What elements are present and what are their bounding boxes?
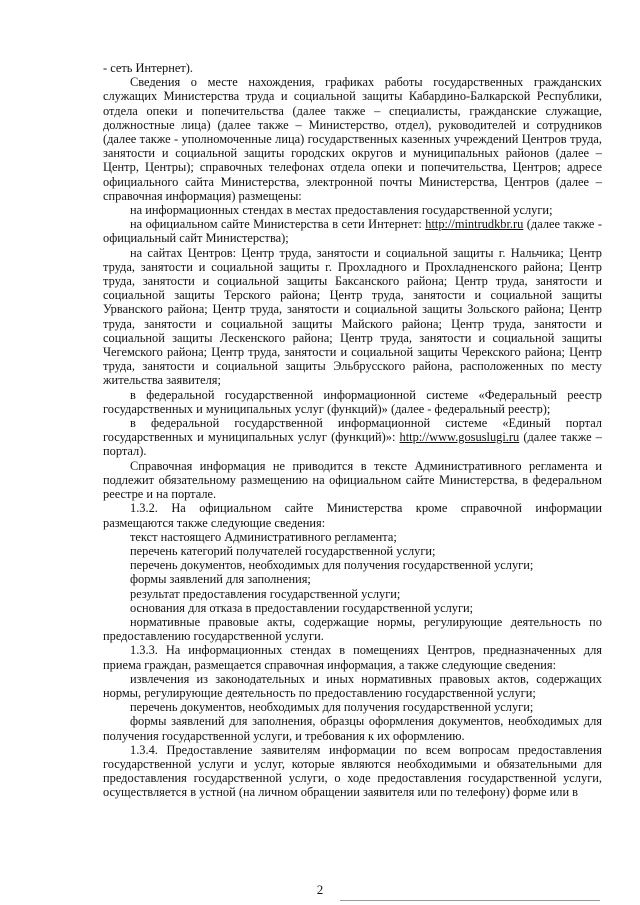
paragraph-text: (далее также - официальный сайт Министерства);	[103, 217, 602, 246]
paragraph: перечень документов, необходимых для получения государственной услуги;	[130, 558, 534, 573]
paragraph: 1.3.4. Предоставление заявителям информации по всем вопросам предоставления государственной услуги и услуг, которые являются необходимыми и обязательными для предоставления государственной услуги, о ходе предоставления государственной услуги, осуществляется в устной (на личном обращении заявителя или по телефону) форме или в	[103, 742, 602, 800]
paragraph: формы заявлений для заполнения;	[130, 572, 311, 587]
paragraph: перечень категорий получателей государственной услуги;	[130, 543, 436, 558]
paragraph: перечень документов, необходимых для получения государственной услуги;	[130, 700, 534, 715]
paragraph: 1.3.3. На информационных стендах в помещениях Центров, предназначенных для приема граждан, размещается справочная информация, а также следующие сведения:	[103, 643, 602, 672]
paragraph: результат предоставления государственной услуги;	[130, 586, 401, 601]
paragraph-text: в федеральной государственной информационной системе «Единый портал государственных и муниципальных услуг (функций)»:	[103, 416, 602, 445]
paragraph: Сведения о месте нахождения, графиках работы государственных гражданских служащих Министерства труда и социальной защиты Кабардино-Балкарской Республики, отдела опеки и попечительства (далее также – специалисты, гражданские служащие, должностные лица) (далее также – Министерство, отдел), руководителей и сотрудников (далее также - уполномоченные лица) государственных казенных учреждений Центров труда, занятости и социальной защиты городских округов и муниципальных районов (далее – Центр, Центры); справочных телефонах отдела опеки и попечительства, Центров; адресе официального сайта Министерства, электронной почты Министерства, Центров (далее – справочная информация) размещены:	[103, 75, 602, 203]
paragraph: на информационных стендах в местах предоставления государственной услуги;	[130, 203, 553, 218]
scan-edge-line	[340, 900, 600, 901]
paragraph: Справочная информация не приводится в тексте Административного регламента и подлежит обязательному размещению на официальном сайте Министерства, в федеральном реестре и на портале.	[103, 458, 602, 502]
paragraph: 1.3.2. На официальном сайте Министерства кроме справочной информации размещаются также следующие сведения:	[103, 501, 602, 530]
ministry-site-link[interactable]: http://mintrudkbr.ru	[425, 217, 524, 232]
paragraph: извлечения из законодательных и иных нормативных правовых актов, содержащих нормы, регулирующие деятельность по предоставлению государственной услуги;	[103, 671, 602, 700]
page-number: 2	[316, 882, 324, 897]
document-body	[103, 61, 602, 800]
paragraph-text: на официальном сайте Министерства в сети Интернет:	[130, 217, 426, 232]
gosuslugi-link[interactable]: http://www.gosuslugi.ru	[399, 430, 520, 445]
paragraph	[103, 217, 602, 245]
paragraph: формы заявлений для заполнения, образцы оформления документов, необходимых для получения государственной услуги, и требования к их оформлению.	[103, 714, 602, 743]
paragraph: - сеть Интернет).	[103, 61, 193, 75]
paragraph-text: (далее также – портал).	[103, 430, 602, 459]
paragraph: текст настоящего Административного регламента;	[130, 529, 397, 544]
paragraph: основания для отказа в предоставлении государственной услуги;	[130, 600, 474, 615]
paragraph	[103, 416, 602, 459]
paragraph: в федеральной государственной информационной системе «Федеральный реестр государственных и муниципальных услуг (функций)» (далее - федеральный реестр);	[103, 387, 602, 416]
paragraph: на сайтах Центров: Центр труда, занятости и социальной защиты г. Нальчика; Центр труда, занятости и социальной защиты г. Прохладного и Прохладненского района; Центр труда, занятости и социальной защиты Баксанского района; Центр труда, занятости и социальной защиты Терского района; Центр труда, занятости и социальной защиты Урванского района; Центр труда, занятости и социальной защиты Зольского района; Центр труда, занятости и социальной защиты Майского района; Центр труда, занятости и социальной защиты Лескенского района; Центр труда, занятости и социальной защиты Чегемского района; Центр труда, занятости и социальной защиты Черекского района; Центр труда, занятости и социальной защиты Эльбрусского района, расположенных по месту жительства заявителя;	[103, 245, 602, 388]
paragraph: нормативные правовые акты, содержащие нормы, регулирующие деятельность по предоставлению государственной услуги.	[103, 614, 602, 644]
